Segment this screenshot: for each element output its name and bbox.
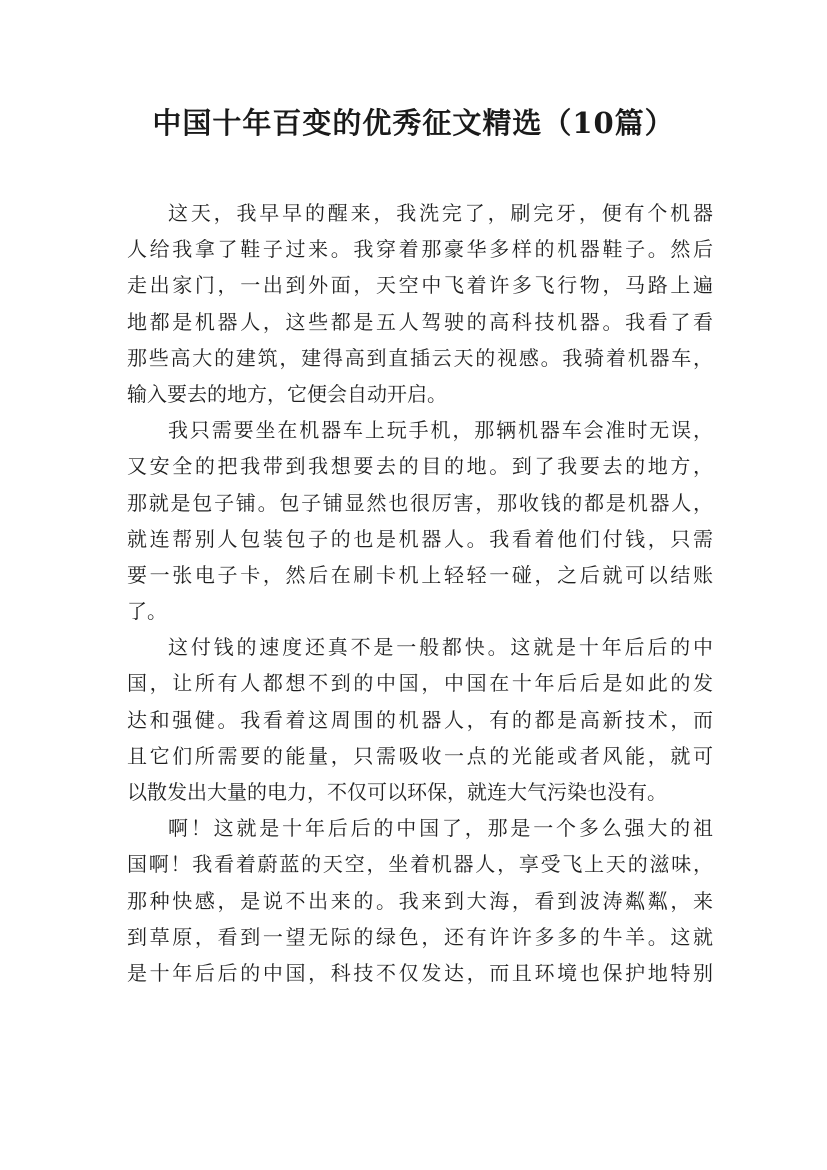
text-line: 以散发出大量的电力，不仅可以环保，就连大气污染也没有。 bbox=[127, 780, 667, 804]
text-line: 啊！这就是十年后后的中国了，那是一个多么强大的祖 bbox=[168, 816, 713, 841]
text-line: 又安全的把我带到我想要去的目的地。到了我要去的地方， bbox=[127, 454, 713, 479]
text-line: 就连帮别人包装包子的也是机器人。我看着他们付钱，只需 bbox=[127, 526, 713, 551]
text-line: 那种快感，是说不出来的。我来到大海，看到波涛粼粼，来 bbox=[127, 888, 713, 913]
document-title: 中国十年百变的优秀征文精选（10篇） bbox=[152, 106, 675, 140]
text-line: 那就是包子铺。包子铺显然也很厉害，那收钱的都是机器人， bbox=[127, 490, 713, 515]
text-line: 到草原，看到一望无际的绿色，还有许许多多的牛羊。这就 bbox=[127, 924, 713, 949]
text-line: 要一张电子卡，然后在刷卡机上轻轻一碰，之后就可以结账 bbox=[127, 562, 713, 587]
text-line: 这天，我早早的醒来，我洗完了，刷完牙，便有个机器 bbox=[168, 201, 713, 225]
text-line: 人给我拿了鞋子过来。我穿着那豪华多样的机器鞋子。然后 bbox=[127, 237, 713, 262]
text-line: 地都是机器人，这些都是五人驾驶的高科技机器。我看了看 bbox=[127, 309, 713, 334]
text-line: 国，让所有人都想不到的中国，中国在十年后后是如此的发 bbox=[127, 671, 713, 696]
document-body bbox=[127, 195, 713, 991]
text-line: 达和强健。我看着这周围的机器人，有的都是高新技术，而 bbox=[127, 707, 713, 732]
text-line: 走出家门，一出到外面，天空中飞着许多飞行物，马路上遍 bbox=[127, 273, 713, 298]
text-line: 我只需要坐在机器车上玩手机，那辆机器车会准时无误， bbox=[168, 418, 713, 443]
text-line: 是十年后后的中国，科技不仅发达，而且环境也保护地特别 bbox=[127, 960, 713, 985]
text-line: 了。 bbox=[127, 599, 167, 624]
text-line: 且它们所需要的能量，只需吸收一点的光能或者风能，就可 bbox=[127, 743, 713, 768]
text-line: 国啊！我看着蔚蓝的天空，坐着机器人，享受飞上天的滋味， bbox=[127, 852, 713, 877]
text-line: 那些高大的建筑，建得高到直插云天的视感。我骑着机器车， bbox=[127, 345, 713, 370]
text-line: 这付钱的速度还真不是一般都快。这就是十年后后的中 bbox=[168, 635, 713, 660]
text-line: 输入要去的地方，它便会自动开启。 bbox=[127, 381, 447, 406]
